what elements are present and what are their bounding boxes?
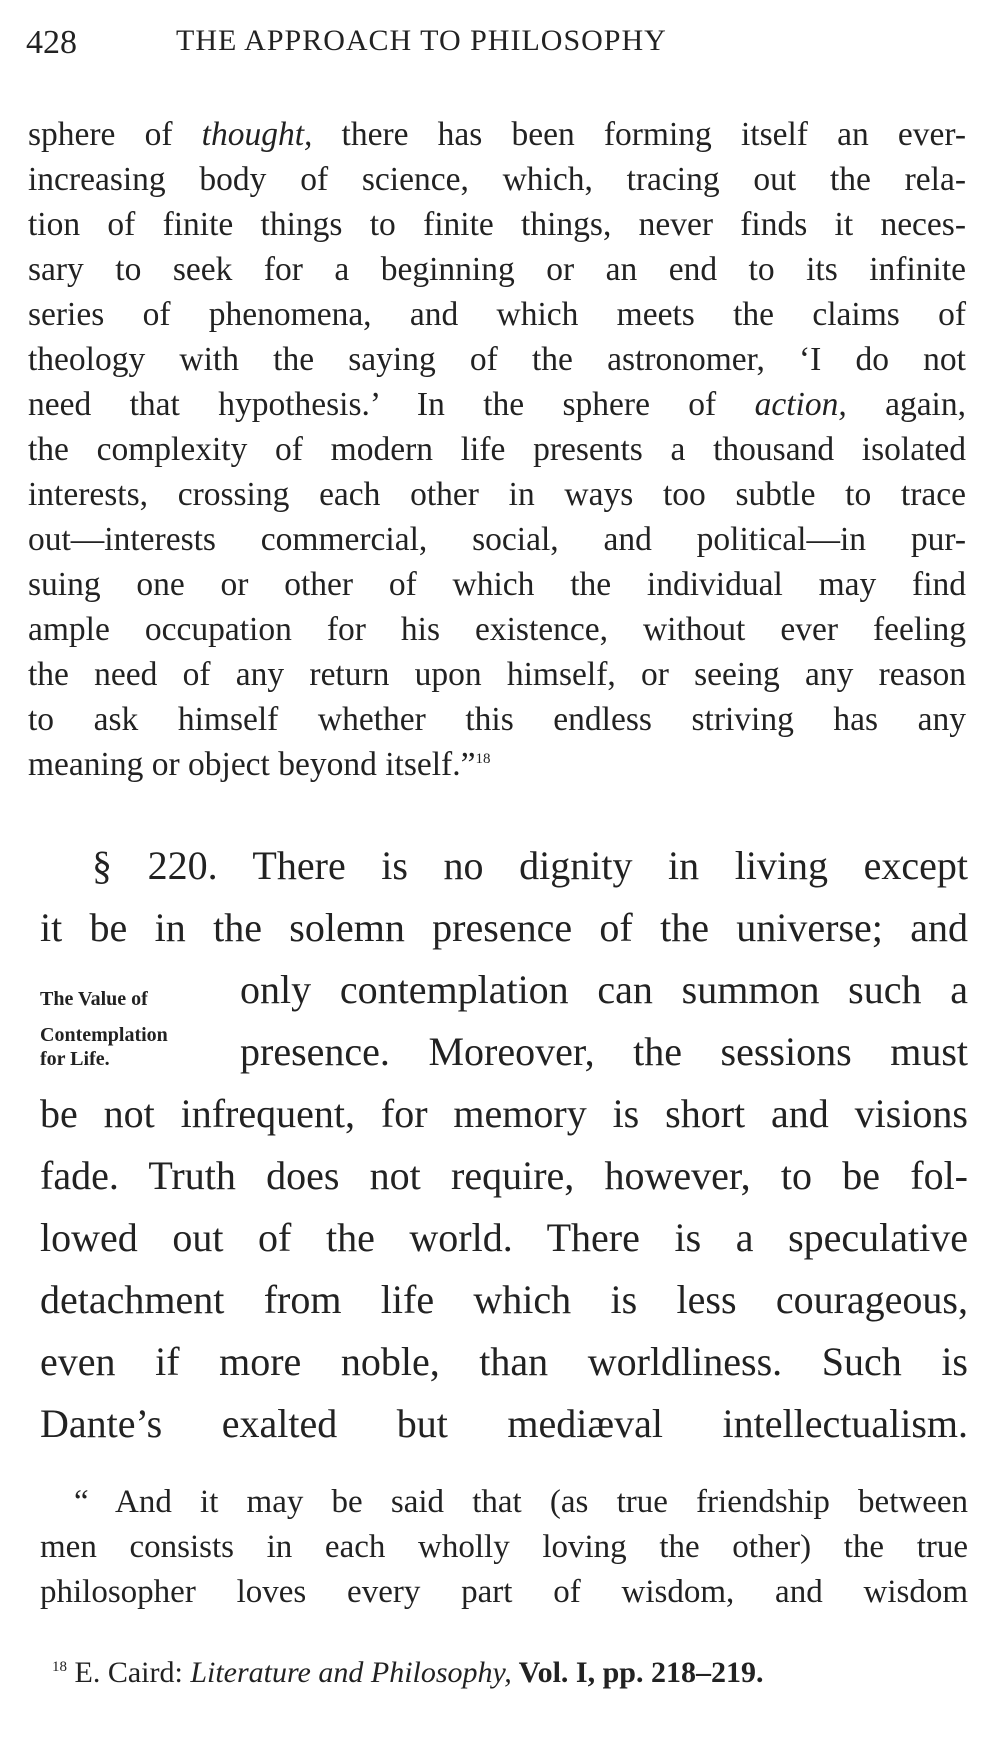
text-line: meaning or object beyond itself.”$^{18}$ <box>28 746 491 783</box>
footnote-reference: 18 <box>475 750 491 767</box>
text-line: philosopher loves every part of wisdom, and wisdom <box>40 1574 968 1610</box>
text-line: fade. Truth does not require, however, to be fol- <box>40 1153 968 1198</box>
text-line: even if more noble, than worldliness. Such is <box>40 1339 968 1384</box>
sidenote-line: Contemplation <box>40 1024 168 1046</box>
footnote-number: 18 <box>52 1659 67 1675</box>
text-line: the need of any return upon himself, or seeing any reason <box>28 656 966 693</box>
text-line: it be in the solemn presence of the universe; and <box>40 905 968 950</box>
text-line: to ask himself whether this endless striving has any <box>28 701 966 738</box>
text-line: need that hypothesis.’ In the sphere of action, again, <box>28 386 966 423</box>
footnote-volume: Vol. I, pp. 218–219. <box>511 1656 764 1689</box>
quotation <box>40 1480 968 1615</box>
italic-word: thought, <box>201 116 313 153</box>
page-header <box>26 24 976 74</box>
text-line: increasing body of science, which, tracing out the rela- <box>28 161 966 198</box>
text-line: presence. Moreover, the sessions must <box>240 1029 968 1074</box>
text-line: be not infrequent, for memory is short and visions <box>40 1091 968 1136</box>
text-line: suing one or other of which the individual may find <box>28 566 966 603</box>
section-220 <box>40 835 968 1455</box>
sidenote-line: for Life. <box>40 1048 110 1070</box>
sidenote-block <box>40 1023 240 1083</box>
text-line: tion of finite things to finite things, never finds it neces- <box>28 206 966 243</box>
text-line: Dante’s exalted but mediæval intellectualism. <box>40 1401 968 1446</box>
text-line: “ And it may be said that (as true friendship between <box>74 1484 968 1520</box>
text-line: sary to seek for a beginning or an end to its infinite <box>28 251 966 288</box>
text-line: only contemplation can summon such a <box>240 967 968 1012</box>
sidenote-line: The Value of <box>40 988 148 1010</box>
text-line: § 220. There is no dignity in living except <box>92 843 968 888</box>
text-line: theology with the saying of the astronomer, ‘I do not <box>28 341 966 378</box>
text-line: ample occupation for his existence, without ever feeling <box>28 611 966 648</box>
text-line-with-sidenote <box>40 959 968 1021</box>
continued-paragraph <box>28 112 966 787</box>
footnote <box>52 1655 972 1691</box>
text-line: sphere of thought, there has been forming itself an ever- <box>28 116 966 153</box>
text-line: series of phenomena, and which meets the claims of <box>28 296 966 333</box>
text-line: out—interests commercial, social, and political—in pur- <box>28 521 966 558</box>
text-line: men consists in each wholly loving the other) the true <box>40 1529 968 1565</box>
text-line: the complexity of modern life presents a thousand isolated <box>28 431 966 468</box>
text-line: lowed out of the world. There is a speculative <box>40 1215 968 1260</box>
footnote-author: E. Caird: <box>74 1656 191 1689</box>
page-number: 428 <box>26 24 77 61</box>
running-head: THE APPROACH TO PHILOSOPHY <box>176 24 667 57</box>
footnote-title: Literature and Philosophy, <box>190 1656 512 1689</box>
text-line-with-sidenote <box>40 1021 968 1083</box>
text-line: detachment from life which is less courageous, <box>40 1277 968 1322</box>
text-line: interests, crossing each other in ways too subtle to trace <box>28 476 966 513</box>
italic-word: action, <box>754 386 847 423</box>
